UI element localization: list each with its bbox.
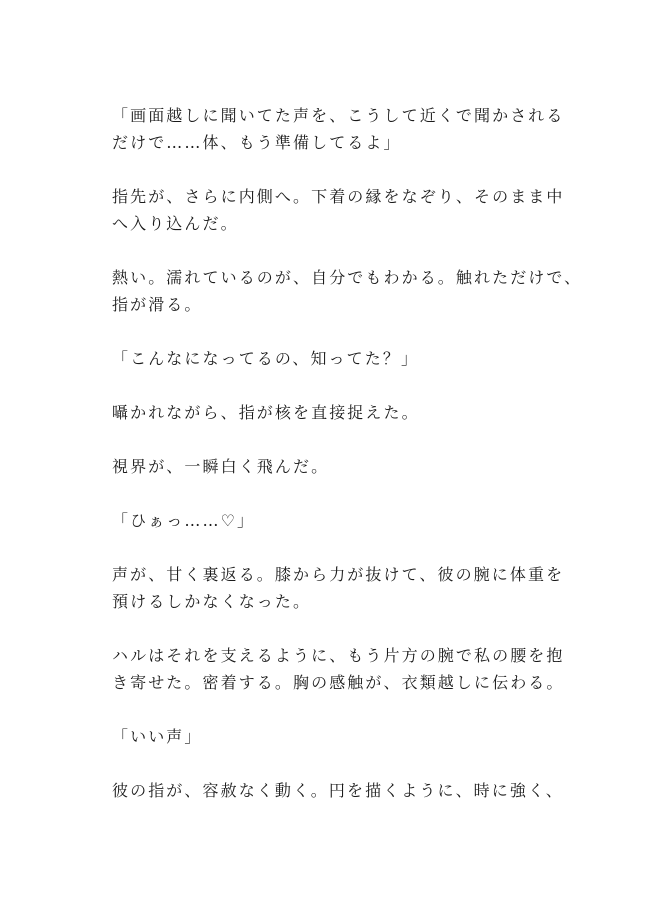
paragraph-6 bbox=[112, 453, 552, 480]
text-line: 「こんなになってるの、知ってた？」 bbox=[112, 349, 420, 368]
paragraph-8 bbox=[112, 561, 565, 615]
text-line: 囁かれながら、指が核を直接捉えた。 bbox=[112, 403, 420, 422]
paragraph-5 bbox=[112, 399, 552, 426]
body-text bbox=[112, 102, 583, 831]
text-line: だけで……体、もう準備してるよ」 bbox=[112, 133, 402, 152]
text-line: 「ひぁっ……♡」 bbox=[112, 511, 256, 530]
text-line: へ入り込んだ。 bbox=[112, 214, 239, 233]
text-line: 彼の指が、容赦なく動く。円を描くように、時に強く、 bbox=[112, 781, 564, 800]
text-line: 熱い。濡れているのが、自分でもわかる。触れただけで、 bbox=[112, 268, 583, 287]
text-line: 指先が、さらに内側へ。下着の縁をなぞり、そのまま中 bbox=[112, 187, 565, 206]
text-line: き寄せた。密着する。胸の感触が、衣類越しに伝わる。 bbox=[112, 673, 565, 692]
paragraph-1 bbox=[112, 102, 565, 156]
text-line: 視界が、一瞬白く飛んだ。 bbox=[112, 457, 330, 476]
text-line: 預けるしかなくなった。 bbox=[112, 592, 312, 611]
text-line: ハルはそれを支えるように、もう片方の腕で私の腰を抱 bbox=[112, 646, 565, 665]
paragraph-2 bbox=[112, 183, 565, 237]
paragraph-11 bbox=[112, 777, 564, 804]
paragraph-7 bbox=[112, 507, 552, 534]
paragraph-9 bbox=[112, 642, 565, 696]
text-line: 声が、甘く裏返る。膝から力が抜けて、彼の腕に体重を bbox=[112, 565, 565, 584]
paragraph-3 bbox=[112, 264, 583, 318]
text-line: 「いい声」 bbox=[112, 727, 203, 746]
text-line: 「画面越しに聞いてた声を、こうして近くで聞かされる bbox=[112, 106, 565, 125]
paragraph-10 bbox=[112, 723, 552, 750]
text-line: 指が滑る。 bbox=[112, 295, 203, 314]
paragraph-4 bbox=[112, 345, 552, 372]
